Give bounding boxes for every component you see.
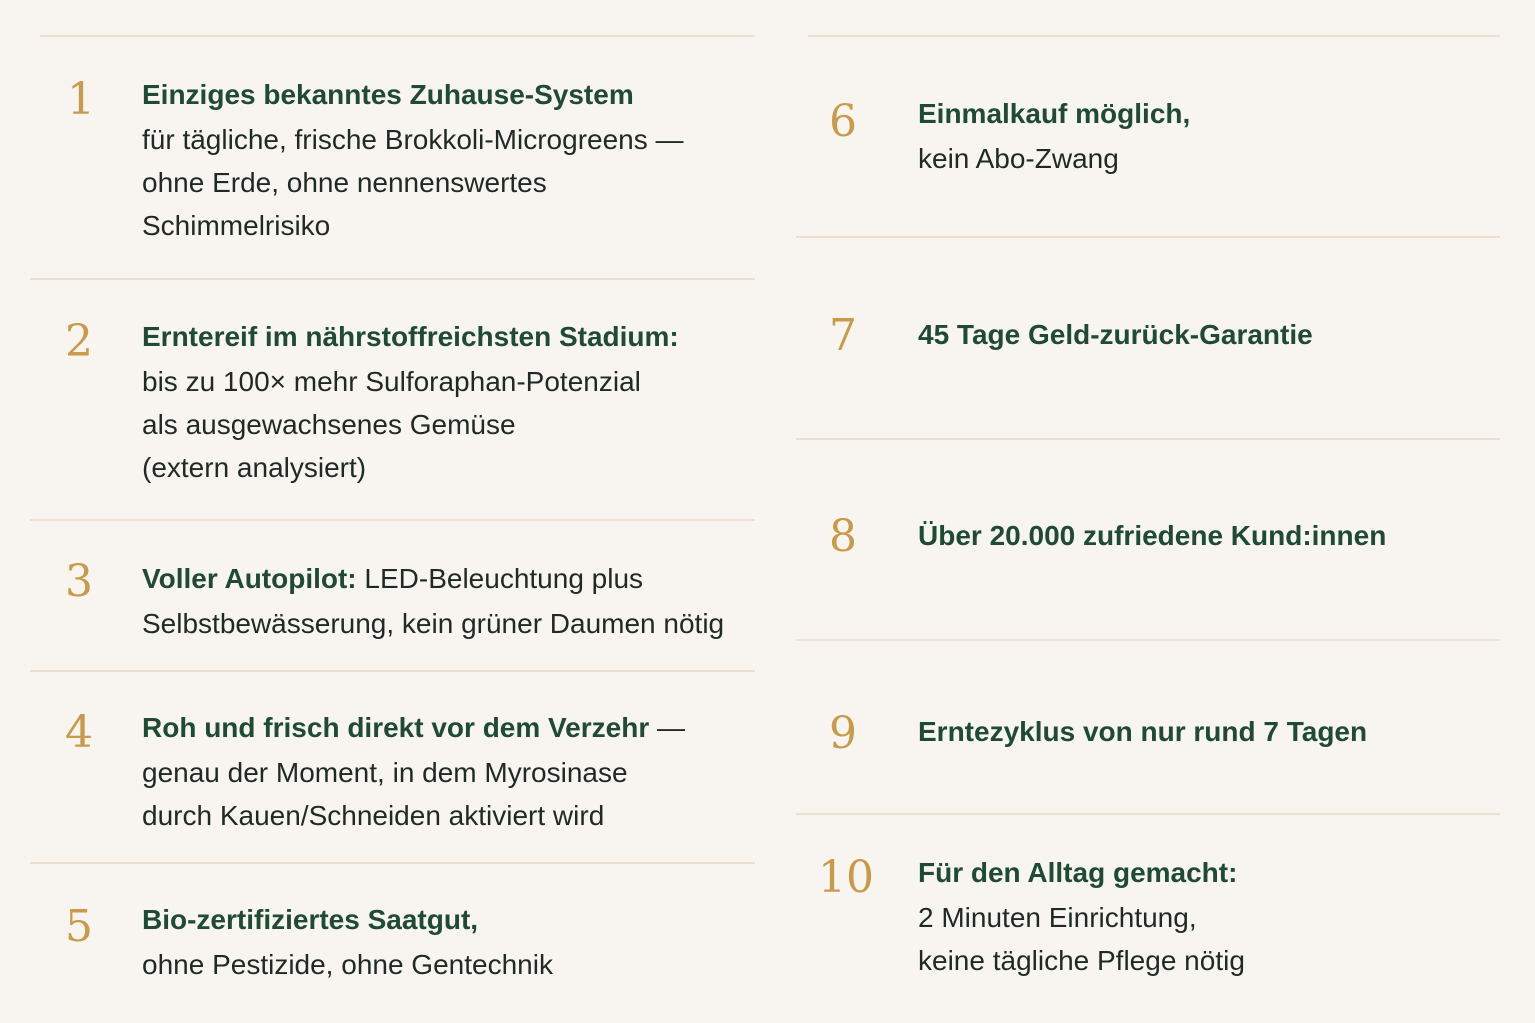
divider <box>808 35 1500 37</box>
feature-line: (extern analysiert) <box>142 452 367 483</box>
feature-number: 6 <box>829 96 857 147</box>
feature-line: ohne Pestizide, ohne Gentechnik <box>142 949 553 980</box>
feature-heading: Über 20.000 zufriedene Kund:innen <box>918 520 1387 551</box>
feature-heading: Erntereif im nährstoffreichsten Stadium: <box>142 321 679 352</box>
feature-heading: Einziges bekanntes Zuhause-System <box>142 79 634 110</box>
divider <box>796 639 1500 641</box>
feature-number: 7 <box>829 310 857 361</box>
feature-text <box>142 557 724 645</box>
feature-text <box>142 706 685 837</box>
feature-heading: Bio-zertifiziertes Saatgut, <box>142 904 479 935</box>
feature-text <box>918 313 1313 358</box>
feature-number: 3 <box>65 556 93 607</box>
divider <box>796 438 1500 440</box>
feature-text <box>142 73 684 247</box>
feature-number: 4 <box>65 707 93 758</box>
feature-text <box>918 92 1190 180</box>
feature-text <box>142 315 679 489</box>
feature-line: für tägliche, frische Brokkoli-Microgreens — <box>142 124 684 155</box>
feature-text <box>142 898 553 986</box>
divider <box>40 35 755 37</box>
feature-number: 10 <box>818 852 874 903</box>
divider <box>796 236 1500 238</box>
divider <box>30 670 755 672</box>
feature-heading-rest: — <box>649 712 686 743</box>
feature-number: 9 <box>829 708 857 759</box>
divider <box>30 278 755 280</box>
feature-heading: Für den Alltag gemacht: <box>918 857 1238 888</box>
feature-text <box>918 710 1367 755</box>
feature-heading: Roh und frisch direkt vor dem Verzehr <box>142 712 650 743</box>
feature-line: 2 Minuten Einrichtung, <box>918 902 1197 933</box>
feature-heading: Erntezyklus von nur rund 7 Tagen <box>918 716 1368 747</box>
divider <box>30 519 755 521</box>
feature-heading: Voller Autopilot: <box>142 563 357 594</box>
feature-line: als ausgewachsenes Gemüse <box>142 409 516 440</box>
feature-number: 2 <box>65 316 93 367</box>
divider <box>796 813 1500 815</box>
feature-line: kein Abo-Zwang <box>918 143 1119 174</box>
feature-line: durch Kauen/Schneiden aktiviert wird <box>142 800 605 831</box>
feature-line: Schimmelrisiko <box>142 210 331 241</box>
feature-number: 1 <box>67 74 95 125</box>
feature-number: 8 <box>829 511 857 562</box>
feature-text <box>918 514 1386 559</box>
feature-text <box>918 851 1245 982</box>
feature-line: ohne Erde, ohne nennenswertes <box>142 167 547 198</box>
feature-line: keine tägliche Pflege nötig <box>918 945 1245 976</box>
feature-heading-rest: LED-Beleuchtung plus <box>356 563 644 594</box>
feature-heading: Einmalkauf möglich, <box>918 98 1191 129</box>
feature-heading: 45 Tage Geld-zurück-Garantie <box>918 319 1313 350</box>
divider <box>30 862 755 864</box>
feature-number: 5 <box>65 901 93 952</box>
feature-line: Selbstbewässerung, kein grüner Daumen nötig <box>142 608 725 639</box>
feature-line: genau der Moment, in dem Myrosinase <box>142 757 628 788</box>
feature-line: bis zu 100× mehr Sulforaphan-Potenzial <box>142 366 641 397</box>
